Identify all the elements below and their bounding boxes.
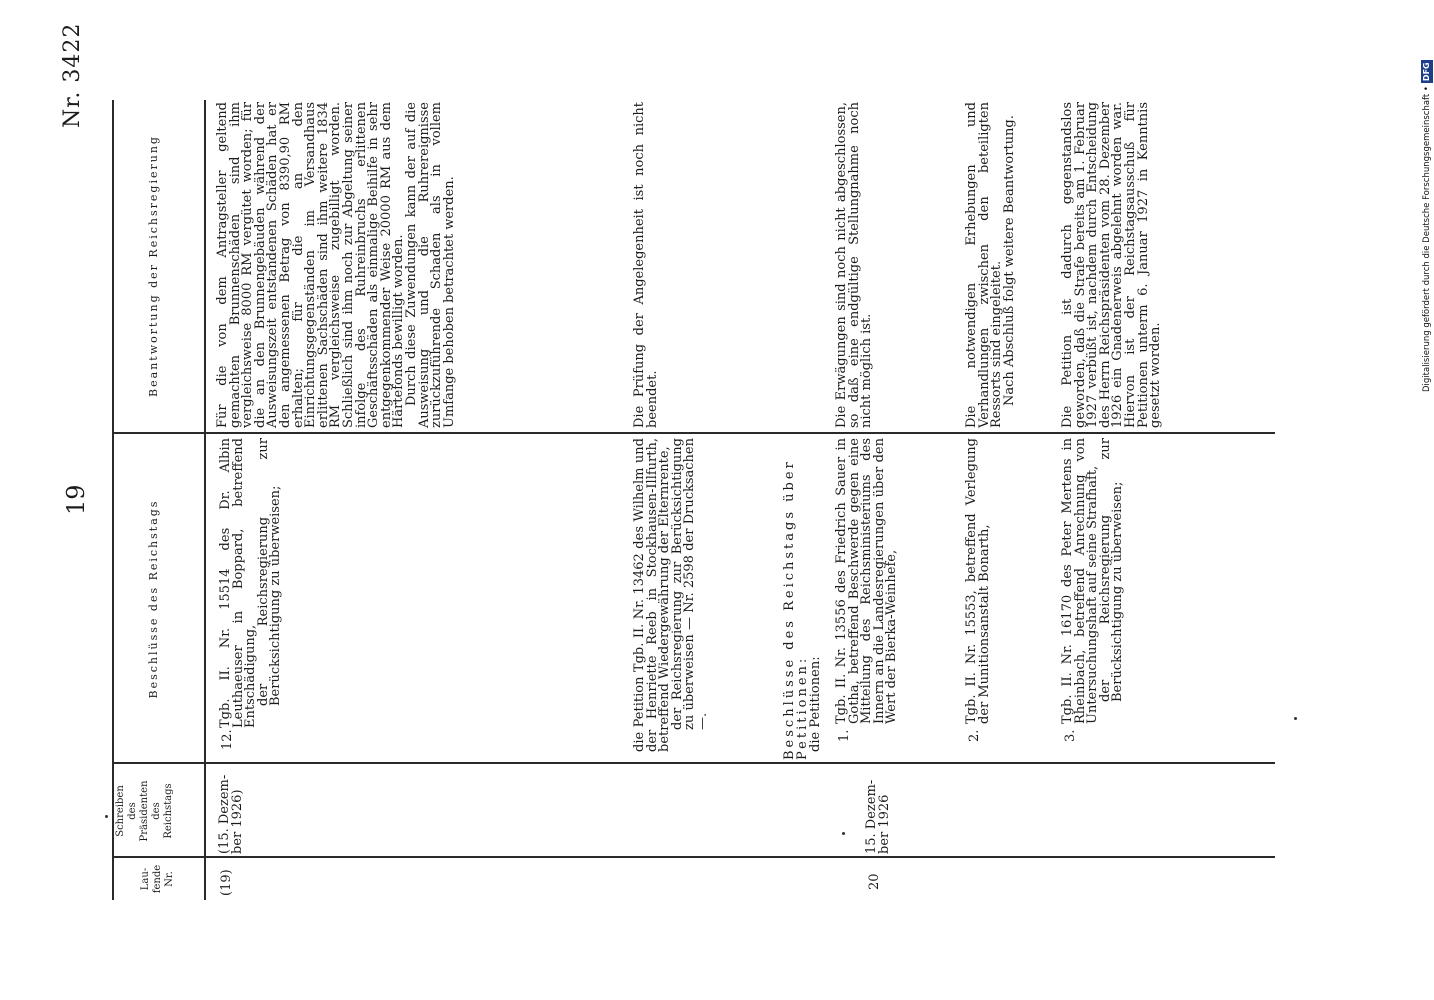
colhead-beschluesse: Beschlüsse des Reichstags xyxy=(147,499,160,699)
colhead-lfd-nr: Lau- fende Nr. xyxy=(140,864,175,894)
entry-19-answer12 xyxy=(217,102,456,428)
scan-speck xyxy=(1294,717,1297,720)
entry-19-petition-block xyxy=(634,438,710,752)
entry-20-item2-answer-p1: Die notwendigen Erhebungen und Verhandlungen zwischen den beteiligten Ressorts sind eingeleitet. xyxy=(964,102,1005,428)
entry-19-petition-text: die Petition Tgb. II. Nr. 13462 des Wilhelm und der Henriette Reeb in Stockhausen-Illfurth, betreffend Wiedergewährung der Elternrente, xyxy=(632,438,673,752)
entry-20-date: 15. Dezem- ber 1926 xyxy=(864,779,892,854)
entry-20-number: 20 xyxy=(867,873,882,890)
entry-20-item2-answer xyxy=(966,102,1016,428)
col-rule-1 xyxy=(112,857,1275,859)
col-rule-3 xyxy=(112,433,1275,435)
entry-19-answer12-p1: Für die von dem Antragsteller geltend gemachten Brunnenschäden sind ihm vergleichsweise 8000 RM vergütet worden; für die an den Brunnengebäuden während der Ausweisungszeit entstandenen Schäden hat er den angemessenen Betrag von 8390,90 RM erhalten; für die an den Einrichtungsgegenständen im Versandhaus erlittenen Sachschäden sind ihm weitere 1834 RM vergleichsweise zugebilligt worden. Schließlich sind ihm noch zur Abgeltung seiner infolge des Ruhreinbruchs erlittenen Geschäftsschäden als einmalige Beihilfe in sehr entgegenkommender Weise 20000 RM aus dem Härtefonds bewilligt worden. xyxy=(215,102,407,428)
entry-20-item3-answer: Die Petition ist dadurch gegenstandslos geworden, daß die Strafe bereits am 1. Februar 1927 verbüßt ist, nachdem durch Entscheidung des Herrn Reichspräsidenten vom 28. Dezember 1926 ein Gnadenerweis abgelehnt worden war. Hiervon ist der Reichstagsausschuß für Petitionen unterm 6. Januar 1927 in Kenntnis gesetzt worden. xyxy=(1060,102,1164,428)
entry-19-item12-action: der Reichsregierung zur Berücksichtigung zu überweisen; xyxy=(255,438,284,706)
colhead-schreiben: Schreiben des Präsidenten des Reichstags xyxy=(115,780,174,842)
entry-20-item1-number: 1. xyxy=(837,729,852,742)
scan-speck xyxy=(105,815,108,818)
colhead-beantwortung: Beantwortung der Reichsregierung xyxy=(147,135,160,397)
entry-20-item1-answer: Die Erwägungen sind noch nicht abgeschlossen, so daß eine endgültige Stellungnahme noch nicht möglich ist. xyxy=(834,102,875,428)
dfg-logo: DFG xyxy=(1422,62,1431,82)
table-top-rule xyxy=(112,100,114,900)
entry-20-intro2: die Petitionen: xyxy=(808,656,823,752)
funding-note-text: Digitalisierung gefördert durch die Deutsche Forschungsgemeinschaft • xyxy=(1422,86,1432,392)
entry-20-item1-text: Tgb. II. Nr. 13556 des Friedrich Sauer in Gotha, betreffend Beschwerde gegen eine Mitteilung des Reichsministeriums des Innern an die Landesregierungen über den Wert der Bierka-Weinhefe, xyxy=(834,438,900,724)
table-header-rule xyxy=(204,100,206,900)
entry-19-date: (15. Dezem- ber 1926) xyxy=(217,774,245,854)
entry-20-intro: Beschlüsse des Reichstags über Petitionen: xyxy=(782,459,810,760)
entry-20-item2-number: 2. xyxy=(967,729,982,742)
entry-19-petition-action: der Reichsregierung zur Berücksichtigung zu überweisen — Nr. 2598 der Drucksachen —. xyxy=(669,438,710,730)
entry-19-item12-block xyxy=(220,438,283,728)
entry-19-answer12-p2: Durch diese Zuwendungen kann der auf die Ausweisung und die Ruhrereignisse zurückzuführende Schaden als in vollem Umfange behoben betrachtet werden. xyxy=(403,102,457,428)
entry-20-item3-text: Tgb. II. Nr. 16170 des Peter Mertens in Rheinbach, betreffend Anrechnung von Untersuchungshaft auf seine Strafhaft, xyxy=(1060,438,1101,724)
entry-19-item12-number: 12. xyxy=(220,729,235,750)
entry-19-petition-answer: Die Prüfung der Angelegenheit ist noch nicht beendet. xyxy=(632,102,660,428)
scan-speck xyxy=(842,832,845,835)
entry-20-item2-answer-p2: Nach Abschluß folgt weitere Beantwortung. xyxy=(1001,115,1017,406)
col-rule-2 xyxy=(112,763,1275,765)
entry-19-item12-text: Tgb. II. Nr. 15514 des Dr. Albin Leuthaeuser in Boppard, betreffend Entschädigung, xyxy=(218,438,259,728)
funding-note xyxy=(1418,12,1434,392)
page-number: 19 xyxy=(62,484,90,515)
entry-20-item3-block xyxy=(1062,438,1125,724)
entry-19-number: (19) xyxy=(219,869,234,896)
entry-20-item3-number: 3. xyxy=(1063,729,1078,742)
document-number: Nr. 3422 xyxy=(60,22,85,128)
entry-20-item2-text: Tgb. II. Nr. 15553, betreffend Verlegung der Munitionsanstalt Bonarth, xyxy=(964,438,992,724)
entry-20-item3-action: der Reichsregierung zur Berücksichtigung zu überweisen; xyxy=(1097,438,1126,702)
